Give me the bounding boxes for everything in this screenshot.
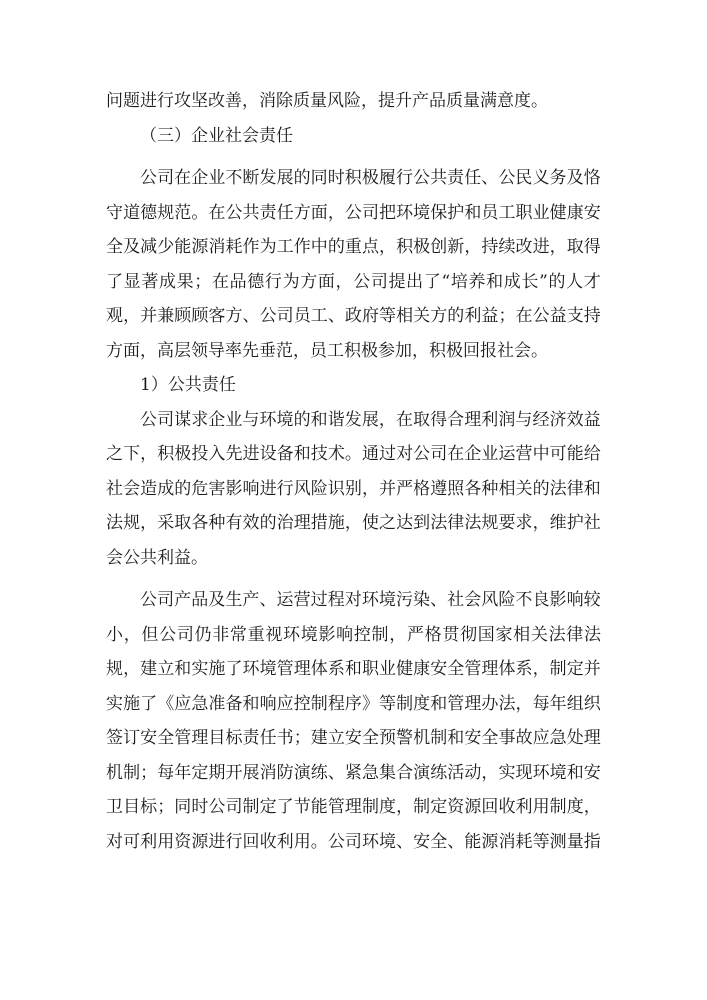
- text-line: 签 订 安 全 管 理 目 标 责 任 书 ； 建 立 安 全 预 警 机 制 和 安 全 事 故 应 急 处 理: [106, 728, 601, 748]
- text-line: 会公共利益。: [106, 547, 208, 568]
- text-line: 了 显 著 成 果 ； 在 品 德 行 为 方 面 ， 公 司 提 出 了 “ 培 养 和 成 长 ” 的 人 才: [106, 271, 601, 292]
- text-line: 社 会 造 成 的 危 害 影 响 进 行 风 险 识 别 ， 并 严 格 遵 照 各 种 相 关 的 法 律 和: [106, 478, 601, 499]
- text-line: （三）企业社会责任: [140, 125, 293, 146]
- text-line: 实 施 了 《 应 急 准 备 和 响 应 控 制 程 序 》 等 制 度 和 管 理 办 法 ， 每 年 组 织: [106, 693, 601, 714]
- text-line: 小 ， 但 公 司 仍 非 常 重 视 环 境 影 响 控 制 ， 严 格 贯 彻 国 家 相 关 法 律 法: [106, 624, 601, 645]
- text-line: 卫 目 标 ； 同 时 公 司 制 定 了 节 能 管 理 制 度 ， 制 定 资 源 回 收 利 用 制 度 ，: [106, 797, 601, 817]
- text-line: 1）公共责任: [140, 375, 236, 395]
- text-line: 对 可 利 用 资 源 进 行 回 收 利 用 。 公 司 环 境 、 安 全 、 能 源 消 耗 等 测 量 指: [106, 831, 601, 852]
- text-line: 法 规 ， 采 取 各 种 有 效 的 治 理 措 施 ， 使 之 达 到 法 律 法 规 要 求 ， 维 护 社: [106, 513, 601, 533]
- text-line: 公 司 产 品 及 生 产 、 运 营 过 程 对 环 境 污 染 、 社 会 风 险 不 良 影 响 较: [140, 590, 601, 610]
- paragraph-gap: [106, 575, 601, 583]
- text-line: 之 下 ， 积 极 投 入 先 进 设 备 和 技 术 。 通 过 对 公 司 在 企 业 运 营 中 可 能 给: [106, 444, 601, 464]
- text-line: 规 ， 建 立 和 实 施 了 环 境 管 理 体 系 和 职 业 健 康 安 全 管 理 体 系 ， 制 定 并: [106, 659, 601, 679]
- text-line: 全 及 减 少 能 源 消 耗 作 为 工 作 中 的 重 点 ， 积 极 创 新 ， 持 续 改 进 ， 取 得: [106, 237, 601, 257]
- document-body: [106, 84, 601, 859]
- text-line: 机 制 ； 每 年 定 期 开 展 消 防 演 练 、 紧 急 集 合 演 练 活 动 ， 实 现 环 境 和 安: [106, 762, 601, 783]
- text-line: 公 司 谋 求 企 业 与 环 境 的 和 谐 发 展 ， 在 取 得 合 理 利 润 与 经 济 效 益: [140, 409, 601, 430]
- paragraph-gap: [106, 153, 601, 161]
- text-line: 守 道 德 规 范 。 在 公 共 责 任 方 面 ， 公 司 把 环 境 保 护 和 员 工 职 业 健 康 安: [106, 202, 601, 223]
- text-line: 观 ， 并 兼 顾 顾 客 方 、 公 司 员 工 、 政 府 等 相 关 方 的 利 益 ； 在 公 益 支 持: [106, 306, 601, 326]
- text-line: 公 司 在 企 业 不 断 发 展 的 同 时 积 极 履 行 公 共 责 任 、 公 民 义 务 及 恪: [140, 168, 601, 188]
- text-line: 问题进行攻坚改善，消除质量风险，提升产品质量满意度。: [106, 91, 548, 111]
- text-line: 方面，高层领导率先垂范，员工积极参加，积极回报社会。: [106, 340, 548, 361]
